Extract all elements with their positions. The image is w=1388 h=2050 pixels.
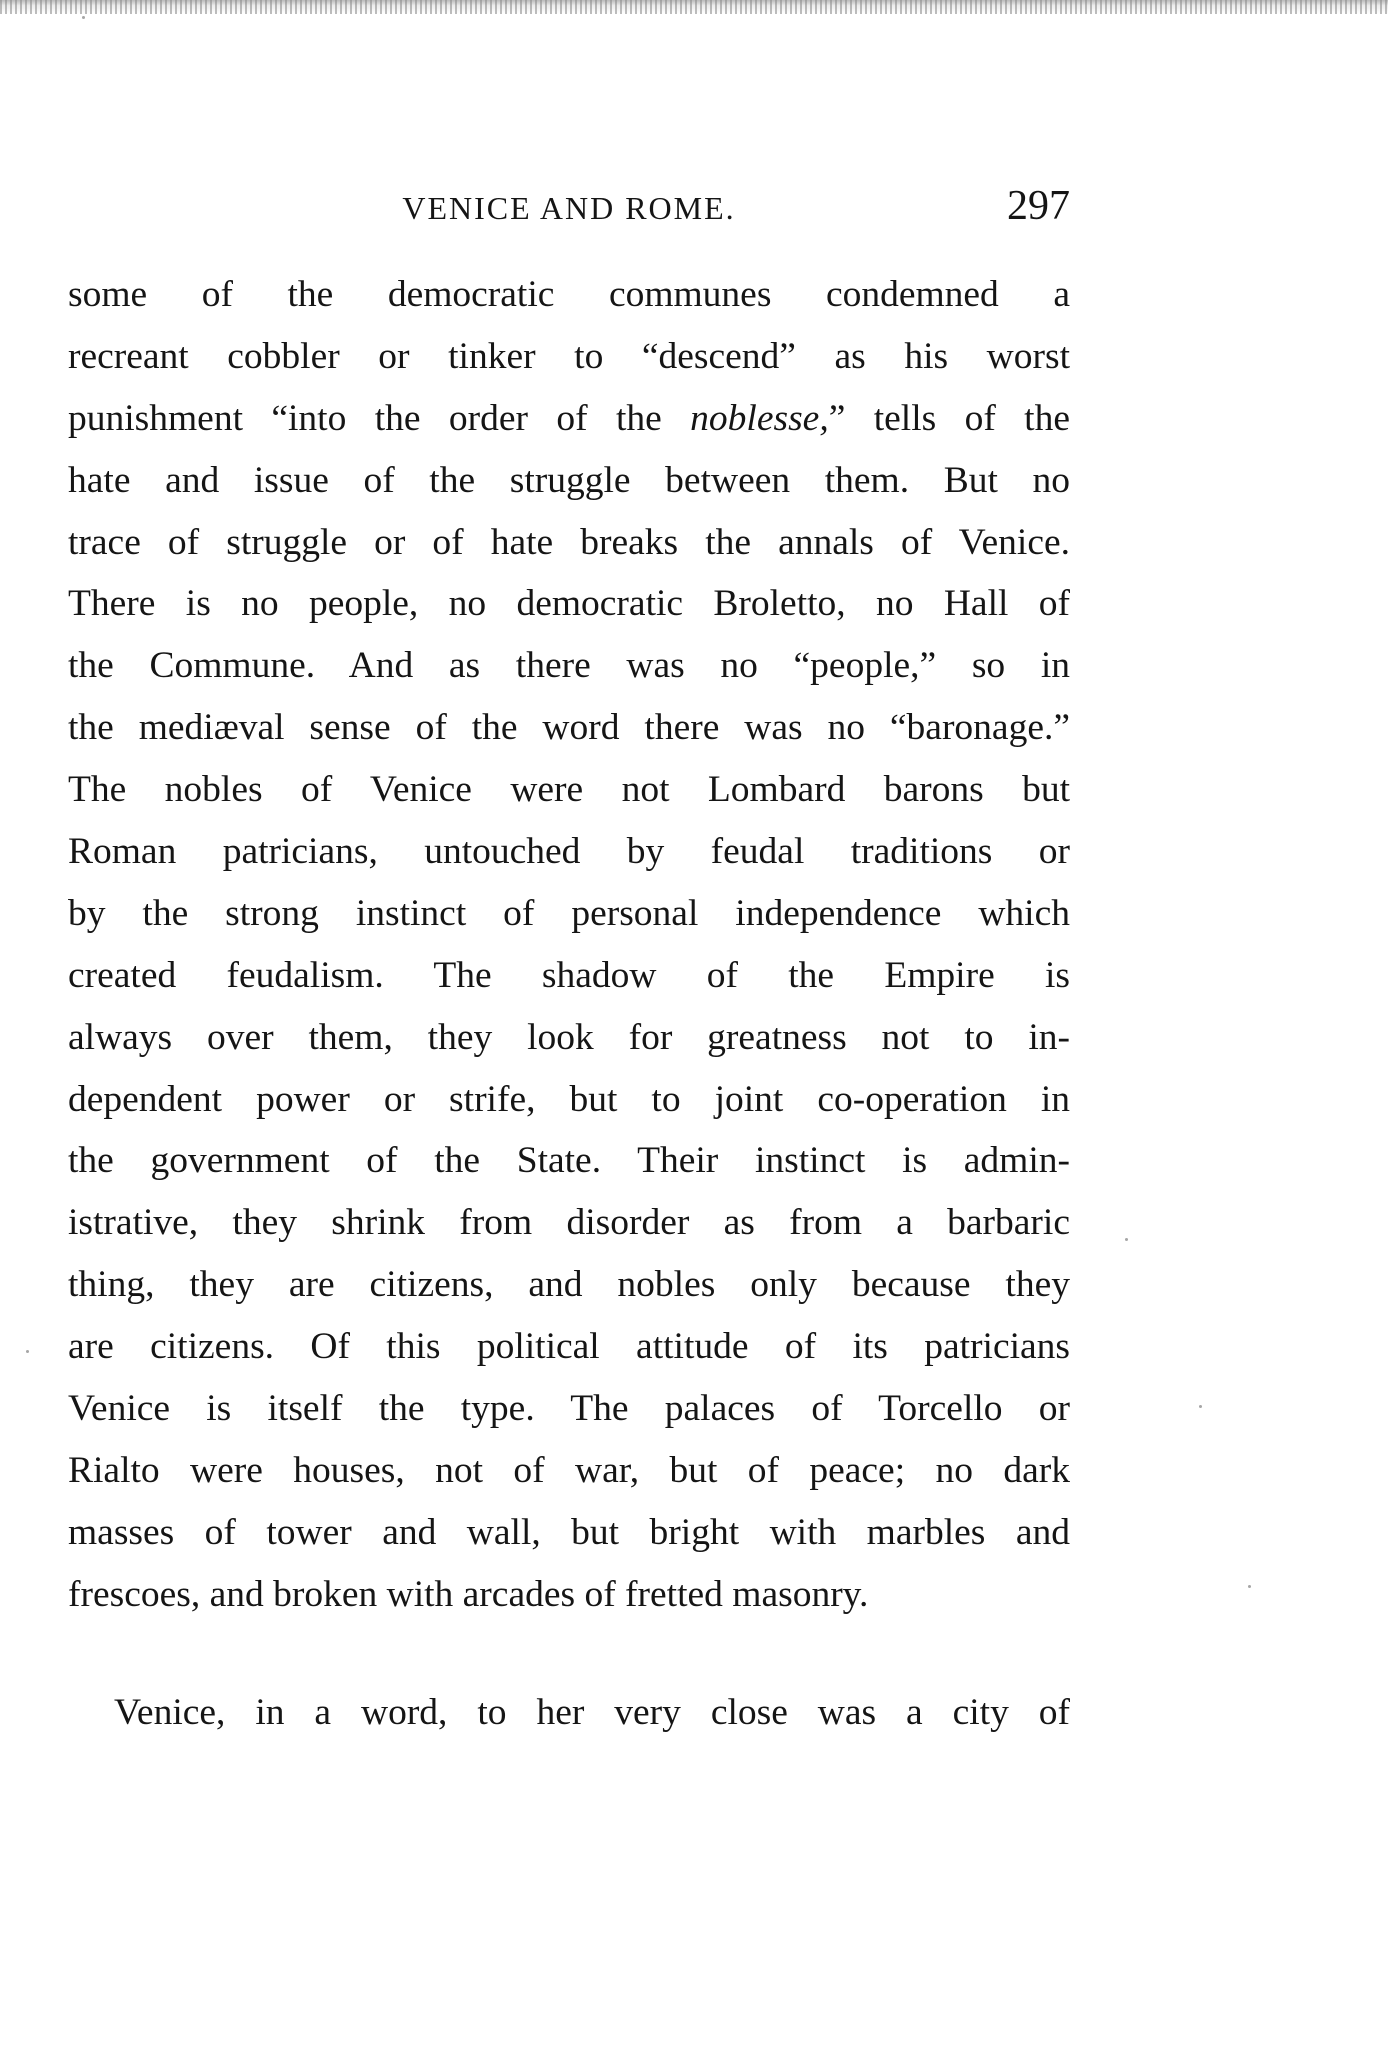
- scan-speck: [82, 16, 85, 19]
- scan-speck: [26, 1350, 29, 1353]
- text-segment: ” tells of the: [828, 397, 1070, 439]
- text-line: There is no people, no democratic Broletto, no Hall of: [68, 583, 1070, 625]
- text-line: the Commune. And as there was no “people,” so in: [68, 645, 1070, 687]
- text-line: the mediæval sense of the word there was no “baronage.”: [68, 707, 1070, 749]
- scan-speck: [1248, 1585, 1251, 1588]
- text-line: Venice, in a word, to her very close was a city of: [114, 1692, 1070, 1733]
- text-line: created feudalism. The shadow of the Empire is: [68, 954, 1070, 996]
- text-line: always over them, they look for greatness not to in-: [68, 1016, 1070, 1058]
- text-line: Venice is itself the type. The palaces of Torcello or: [68, 1388, 1070, 1430]
- scan-speck: [1199, 1405, 1202, 1408]
- running-head: VENICE AND ROME.: [402, 190, 736, 226]
- text-line: masses of tower and wall, but bright with marbles and: [68, 1511, 1070, 1553]
- text-line: some of the democratic communes condemned a: [68, 274, 1070, 315]
- text-line: are citizens. Of this political attitude of its patricians: [68, 1326, 1070, 1368]
- text-line: by the strong instinct of personal independence which: [68, 892, 1070, 934]
- text-line: Roman patricians, untouched by feudal traditions or: [68, 831, 1070, 873]
- text-line: istrative, they shrink from disorder as from a barbaric: [68, 1202, 1070, 1244]
- text-line: dependent power or strife, but to joint co-operation in: [68, 1078, 1070, 1120]
- text-line: Rialto were houses, not of war, but of peace; no dark: [68, 1449, 1070, 1491]
- page-header: [68, 183, 1070, 238]
- paragraph-1: [68, 264, 1070, 1626]
- text-line: the government of the State. Their instinct is admin-: [68, 1140, 1070, 1182]
- text-line: thing, they are citizens, and nobles only because they: [68, 1264, 1070, 1306]
- text-line: The nobles of Venice were not Lombard barons but: [68, 769, 1070, 811]
- page-number: 297: [1007, 183, 1070, 229]
- scan-speck: [1125, 1238, 1128, 1241]
- text-line: [68, 388, 1070, 450]
- text-line: frescoes, and broken with arcades of fretted masonry.: [68, 1573, 869, 1615]
- italic-word: noblesse,: [690, 397, 829, 439]
- text-line: recreant cobbler or tinker to “descend” as his worst: [68, 335, 1070, 377]
- scan-edge-noise: [0, 0, 1388, 14]
- paragraph-2: [68, 1682, 1070, 1744]
- text-segment: punishment “into the order of the: [68, 397, 662, 439]
- text-line: hate and issue of the struggle between them. But no: [68, 459, 1070, 501]
- text-line: trace of struggle or of hate breaks the annals of Venice.: [68, 521, 1070, 563]
